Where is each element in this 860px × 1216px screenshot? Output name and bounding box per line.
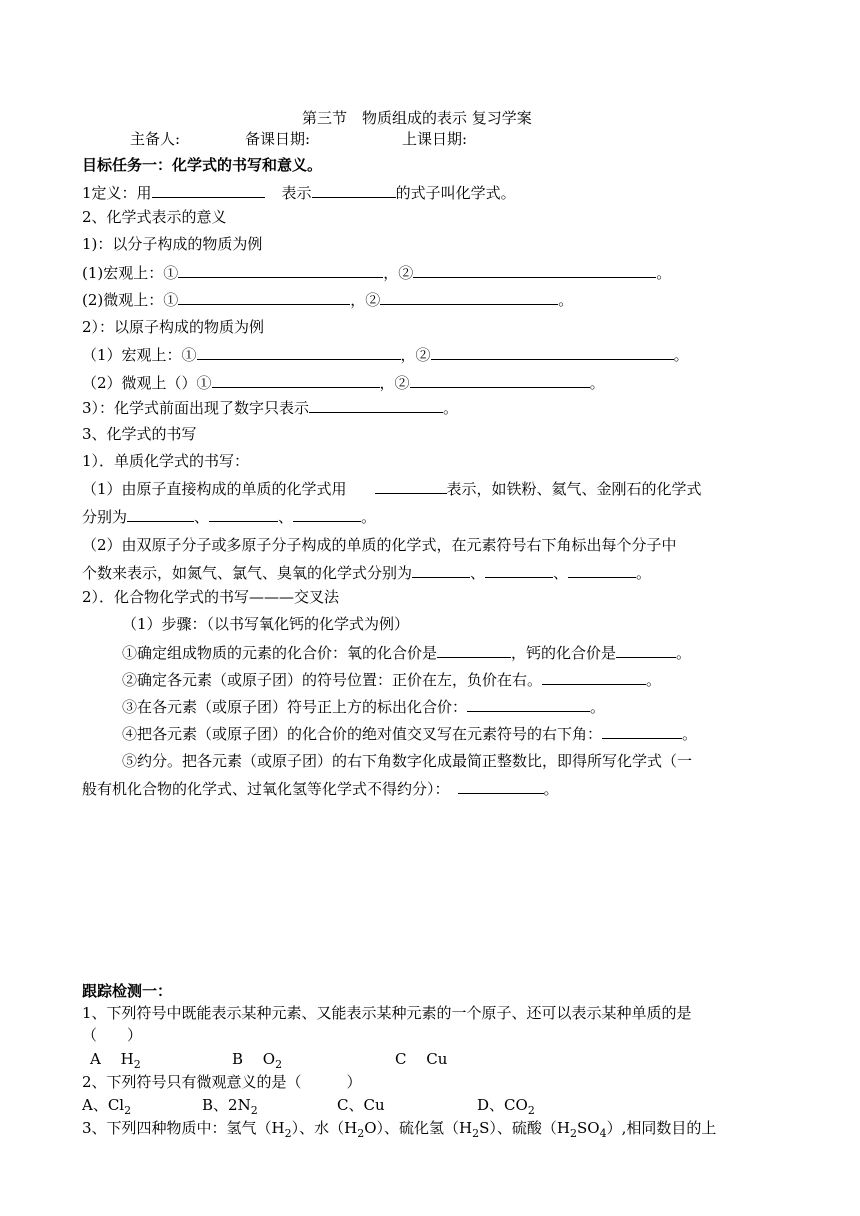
- simple-substance-title: 1）．单质化学式的书写：: [82, 452, 250, 470]
- q2-option-a[interactable]: A、$Cl_2$: [82, 1096, 132, 1117]
- question-3: 3、下列四种物质中：氢气$(H_2)$、水$(H_2O)$、硫化氢$(H_2S)$、硫酸$(H_2SO_4)$,相同数目的上: [82, 1119, 717, 1140]
- number-meaning-blank[interactable]: [309, 397, 443, 413]
- preparer-label: 主备人:: [130, 130, 181, 148]
- atom-title: 2）：以原子构成的物质为例: [82, 318, 265, 336]
- atom-micro-blank-1[interactable]: [212, 372, 380, 388]
- simple-rule-2-line: （2）由双原子分子或多原子分子构成的单质的化学式，在元素符号右下角标出每个分子中: [82, 536, 677, 554]
- step-5-answer-line: 般有机化合物的化学式、过氧化氢等化学式不得约分）： 。: [82, 780, 559, 798]
- diamond-formula-blank[interactable]: [293, 506, 361, 522]
- simple-rule-1-line: （1）由原子直接构成的单质的化学式用 表示，如铁粉、氦气、金刚石的化学式: [82, 480, 702, 498]
- step-3-line: ③在各元素（或原子团）符号正上方的标出化合价： 。: [122, 698, 606, 716]
- step-3-blank[interactable]: [467, 696, 590, 712]
- step-2-blank[interactable]: [542, 669, 646, 685]
- definition-blank-2[interactable]: [312, 182, 396, 198]
- q1-option-b[interactable]: B $O_2$: [232, 1050, 283, 1071]
- atom-macro-blank-1[interactable]: [197, 344, 401, 360]
- simple-rule-1-answers: 分别为 、 、 。: [82, 508, 377, 526]
- atom-micro-line: （2）微观上（）① ，② 。: [82, 374, 605, 392]
- steps-title: （1）步骤：（以书写氧化钙的化学式为例）: [122, 615, 410, 633]
- molecule-macro-blank-2[interactable]: [413, 262, 656, 278]
- simple-rule-1-blank[interactable]: [375, 478, 447, 494]
- check1-heading: 跟踪检测一：: [82, 982, 173, 1000]
- step-4-line: ④把各元素（或原子团）的化合价的绝对值交叉写在元素符号的右下角： 。: [122, 725, 698, 743]
- molecule-micro-line: (2)微观上：① ，② 。: [82, 291, 574, 309]
- prep-date-label: 备课日期:: [245, 130, 311, 148]
- q2-option-d[interactable]: D、$CO_2$: [477, 1096, 535, 1117]
- page-title: 第三节 物质组成的表示 复习学案: [302, 109, 532, 127]
- step-5-blank[interactable]: [458, 778, 544, 794]
- molecule-macro-blank-1[interactable]: [178, 262, 383, 278]
- chlorine-formula-blank[interactable]: [485, 562, 553, 578]
- q2-option-b[interactable]: B、$2N_2$: [202, 1096, 258, 1117]
- molecule-title: 1)：以分子构成的物质为例: [82, 235, 263, 253]
- molecule-macro-line: (1)宏观上：① ，② 。: [82, 264, 672, 282]
- atom-macro-line: （1）宏观上：① ，② 。: [82, 346, 689, 364]
- helium-formula-blank[interactable]: [209, 506, 278, 522]
- molecule-micro-blank-1[interactable]: [178, 289, 350, 305]
- question-1-paren: （ ）: [82, 1026, 143, 1044]
- atom-macro-blank-2[interactable]: [431, 344, 674, 360]
- q1-option-c[interactable]: C Cu: [395, 1050, 448, 1068]
- q1-option-a[interactable]: A $H_2$: [90, 1050, 141, 1071]
- task1-heading: 目标任务一：化学式的书写和意义。: [82, 156, 323, 174]
- ozone-formula-blank[interactable]: [568, 562, 636, 578]
- atom-micro-blank-2[interactable]: [410, 372, 590, 388]
- step-2-line: ②确定各元素（或原子团）的符号位置：正价在左，负价在右。 。: [122, 671, 662, 689]
- q2-option-c[interactable]: C、Cu: [337, 1096, 385, 1114]
- meaning-title: 2、化学式表示的意义: [82, 208, 227, 226]
- compound-title: 2）．化合物化学式的书写———交叉法: [82, 588, 340, 606]
- oxygen-valence-blank[interactable]: [437, 642, 511, 658]
- step-5-line: ⑤约分。把各元素（或原子团）的右下角数字化成最简正整数比，即得所写化学式（一: [122, 752, 693, 770]
- iron-formula-blank[interactable]: [127, 506, 194, 522]
- step-4-blank[interactable]: [602, 723, 682, 739]
- simple-rule-2-answers: 个数来表示，如氮气、氯气、臭氧的化学式分别为 、 、 。: [82, 564, 652, 582]
- definition-blank-1[interactable]: [152, 182, 265, 198]
- question-2: 2、下列符号只有微观意义的是（ ）: [82, 1073, 362, 1091]
- nitrogen-formula-blank[interactable]: [412, 562, 470, 578]
- writing-title: 3、化学式的书写: [82, 425, 197, 443]
- calcium-valence-blank[interactable]: [616, 642, 676, 658]
- molecule-micro-blank-2[interactable]: [380, 289, 558, 305]
- step-1-line: ①确定组成物质的元素的化合价：氧的化合价是 ，钙的化合价是 。: [122, 644, 692, 662]
- number-meaning-line: 3）：化学式前面出现了数字只表示 。: [82, 399, 459, 417]
- definition-line: 1定义：用 表示 的式子叫化学式。: [82, 184, 516, 202]
- question-1: 1、下列符号中既能表示某种元素、又能表示某种元素的一个原子、还可以表示某种单质的是: [82, 1004, 692, 1022]
- class-date-label: 上课日期:: [402, 130, 468, 148]
